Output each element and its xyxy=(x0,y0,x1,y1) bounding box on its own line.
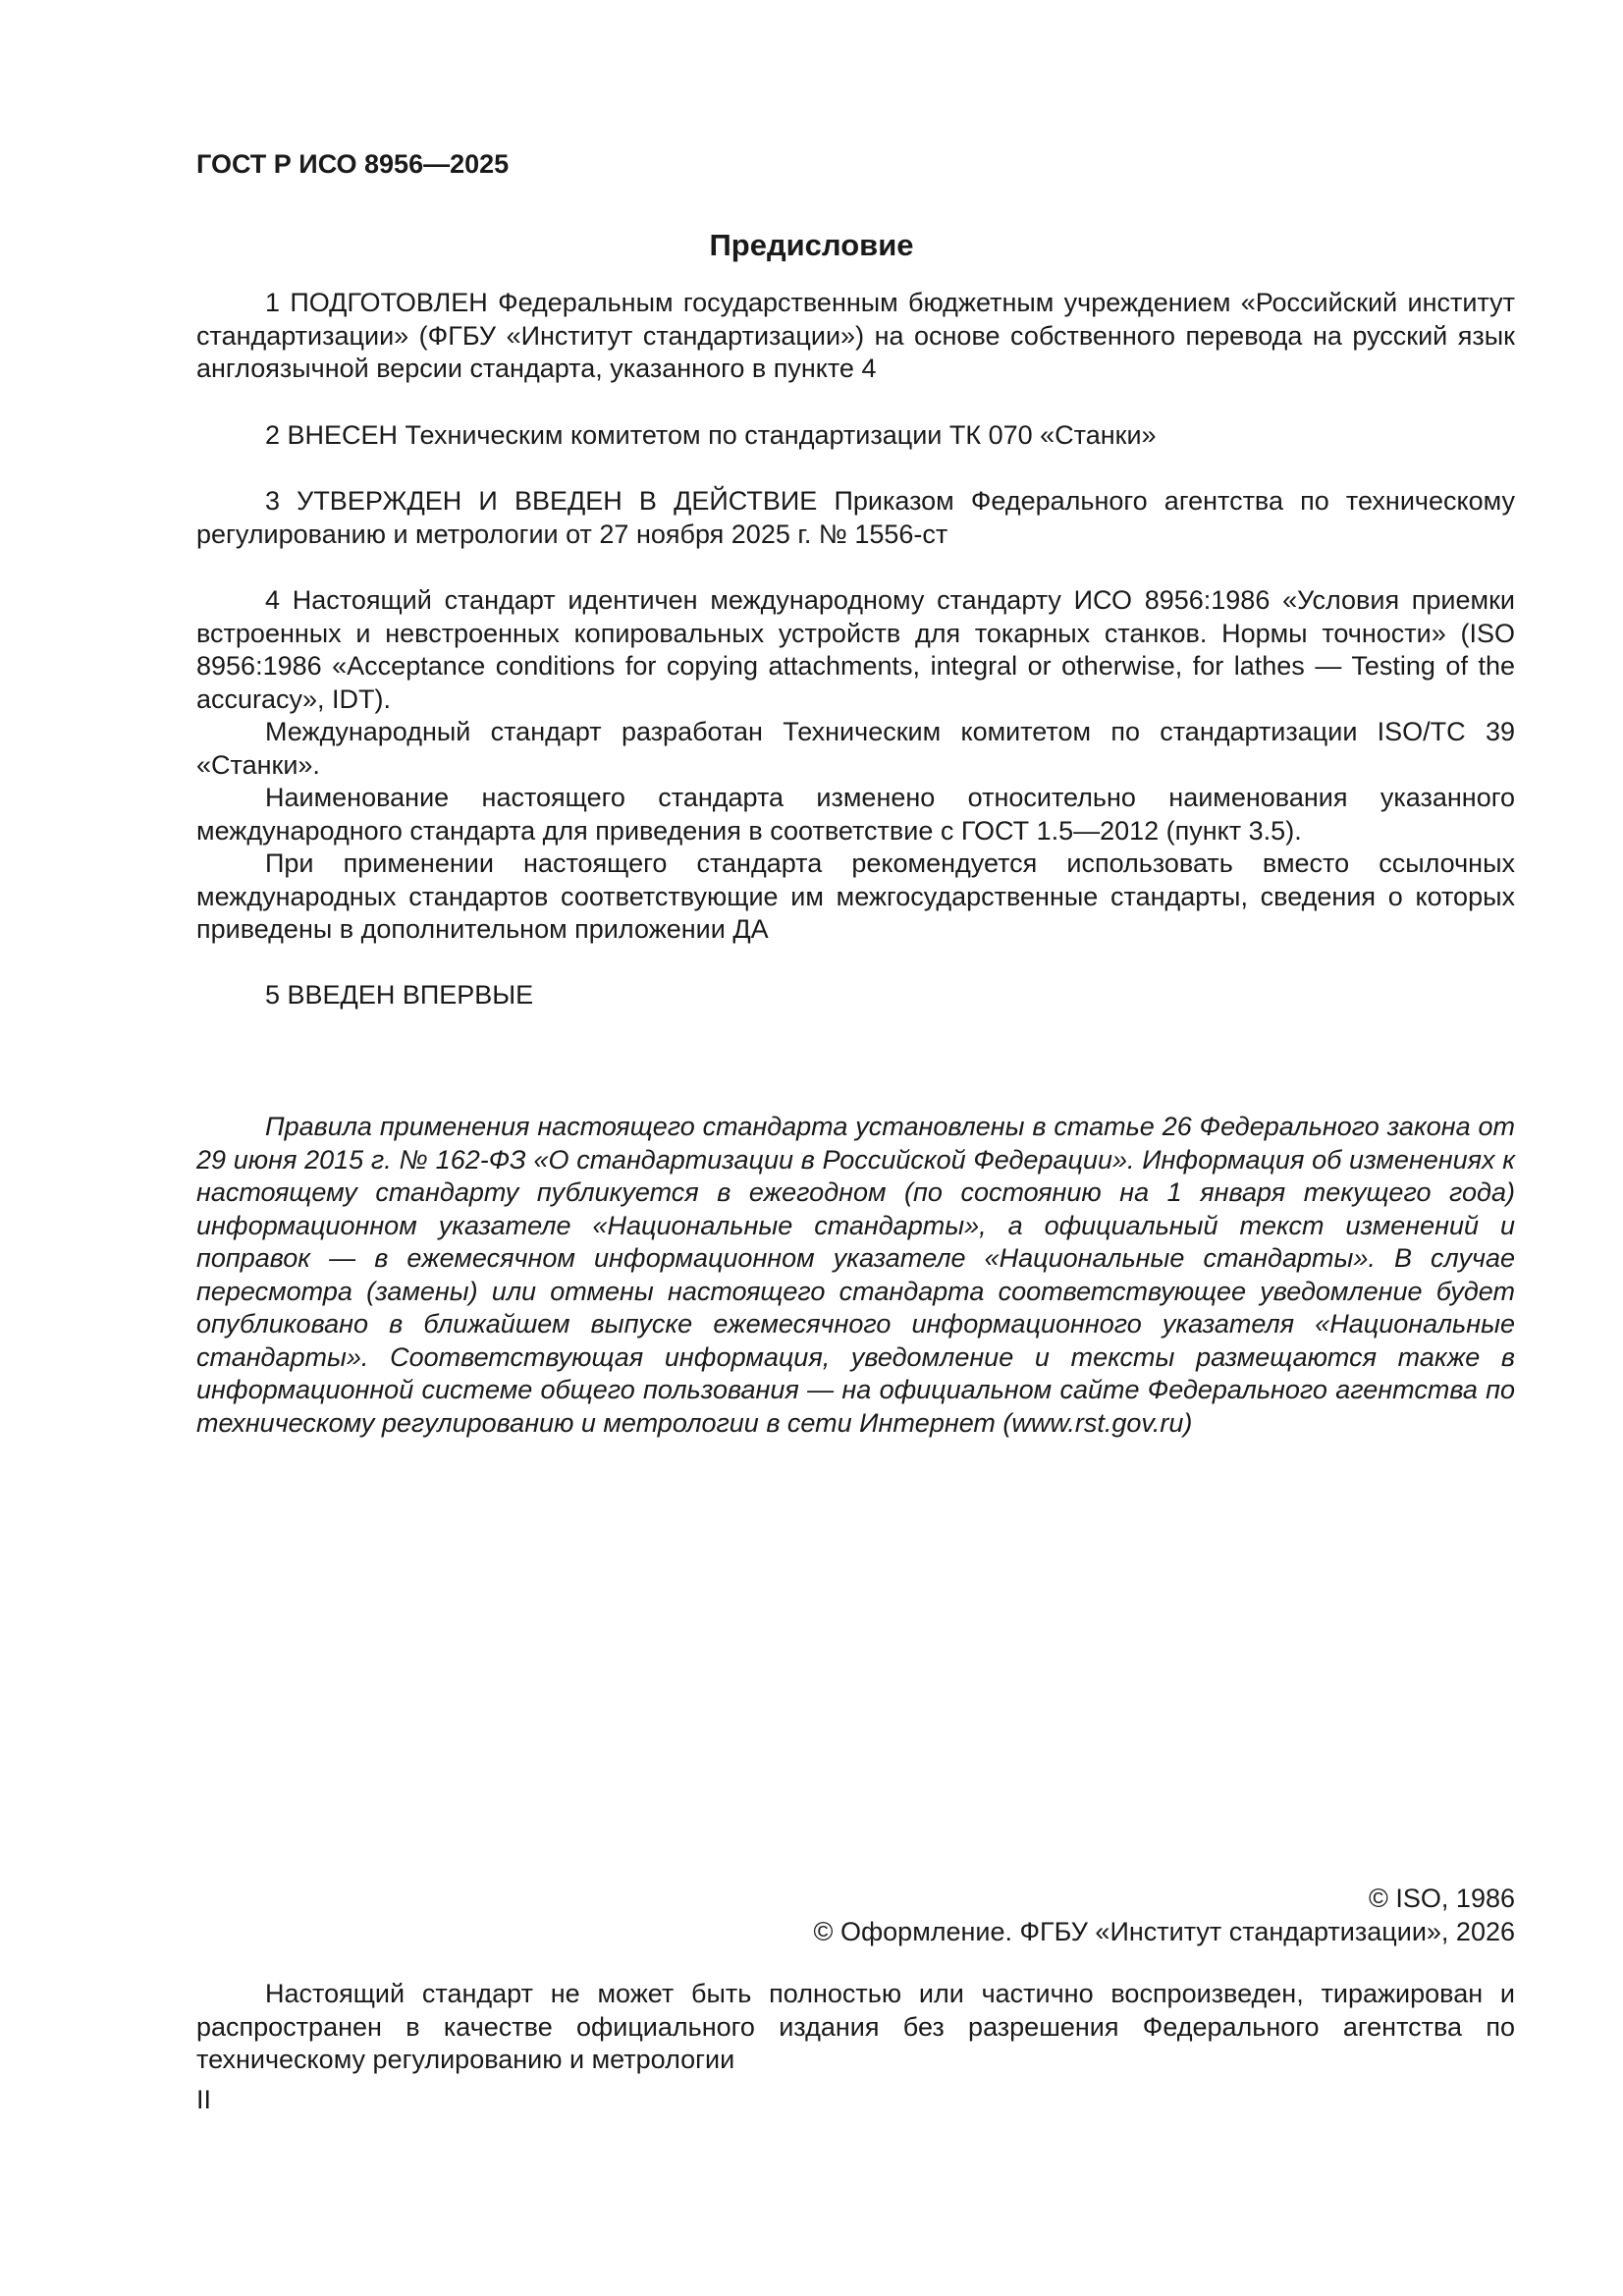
page-title: Предисловие xyxy=(709,228,914,262)
document-code: ГОСТ Р ИСО 8956—2025 xyxy=(196,149,510,179)
section-4-paragraph-3: Наименование настоящего стандарта изменено относительно наименования указанного международного стандарта для приведения в соответствие с ГОСТ 1.5—2012 (пункт 3.5). xyxy=(196,783,1515,846)
section-4 xyxy=(196,584,1515,947)
design-copyright: © Оформление. ФГБУ «Институт стандартизации», 2026 xyxy=(813,1917,1515,1946)
page-number: II xyxy=(196,2085,212,2114)
application-rules-notice: Правила применения настоящего стандарта установлены в статье 26 Федерального закона от 29 июня 2015 г. № 162-ФЗ «О стандартизации в Российской Федерации». Информация об изменениях к настоящему стандарту публикуется в ежегодном (по состоянию на 1 января текущего года) информационном указателе «Национальные стандарты», а официальный текст изменений и поправок — в ежемесячном информационном указателе «Национальные стандарты». В случае пересмотра (замены) или отмены настоящего стандарта соответствующее уведомление будет опубликовано в ближайшем выпуске ежемесячного информационного указателя «Национальные стандарты». Соответствующая информация, уведомление и тексты размещаются также в информационной системе общего пользования — на официальном сайте Федерального агентства по техническому регулированию и метрологии в сети Интернет (www.rst.gov.ru) xyxy=(196,1112,1515,1438)
section-1-text: 1 ПОДГОТОВЛЕН Федеральным государственным бюджетным учреждением «Российский институт стандартизации» (ФГБУ «Институт стандартизации») на основе собственного перевода на русский язык англоязычной версии стандарта, указанного в пункте 4 xyxy=(196,288,1515,383)
copyright-block xyxy=(814,1882,1515,1948)
section-5-text: 5 ВВЕДЕН ВПЕРВЫЕ xyxy=(265,980,534,1010)
section-4-paragraph-1: 4 Настоящий стандарт идентичен международному стандарту ИСО 8956:1986 «Условия приемки встроенных и невстроенных копировальных устройств для токарных станков. Нормы точности» (ISO 8956:1986 «Acceptance conditions for copying attachments, integral or otherwise, for lathes — Testing of the accuracy», IDT). xyxy=(196,585,1515,714)
section-1 xyxy=(196,287,1515,386)
section-3 xyxy=(196,485,1515,551)
section-4-paragraph-2: Международный стандарт разработан Техническим комитетом по стандартизации ISO/TC 39 «Станки». xyxy=(196,717,1515,780)
section-2-text: 2 ВНЕСЕН Техническим комитетом по стандартизации ТК 070 «Станки» xyxy=(265,420,1157,450)
reproduction-notice: Настоящий стандарт не может быть полностью или частично воспроизведен, тиражирован и распространен в качестве официального издания без разрешения Федерального агентства по техническому регулированию и метрологии xyxy=(196,1979,1515,2074)
section-4-paragraph-4: При применении настоящего стандарта рекомендуется использовать вместо ссылочных международных стандартов соответствующие им межгосударственные стандарты, сведения о которых приведены в дополнительном приложении ДА xyxy=(196,848,1515,944)
section-3-text: 3 УТВЕРЖДЕН И ВВЕДЕН В ДЕЙСТВИЕ Приказом Федерального агентства по техническому регулированию и метрологии от 27 ноября 2025 г. № 1556-ст xyxy=(196,486,1515,549)
iso-copyright: © ISO, 1986 xyxy=(1369,1884,1515,1913)
section-2 xyxy=(196,419,1515,453)
section-5 xyxy=(196,979,1515,1012)
